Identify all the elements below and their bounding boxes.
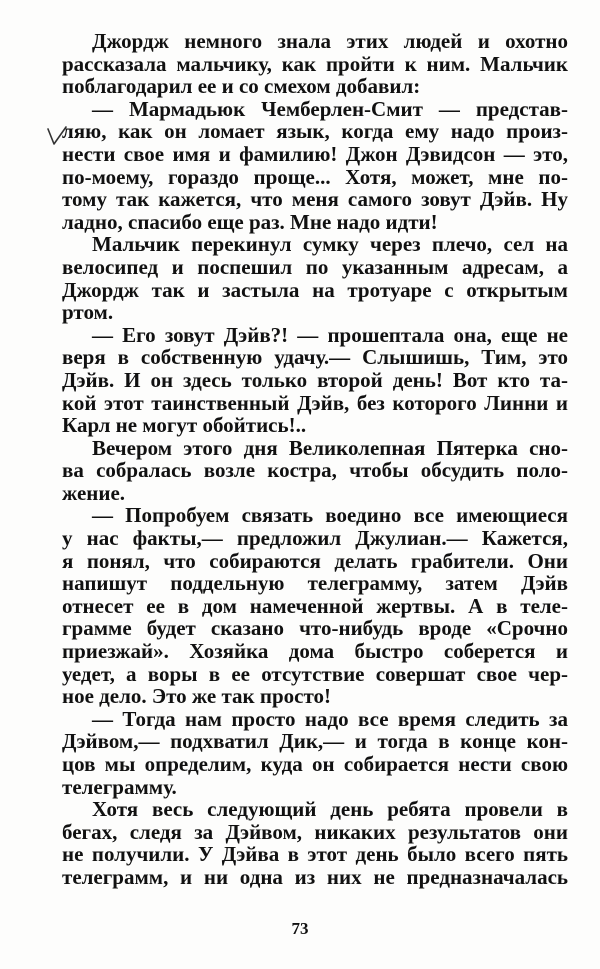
text-line: Карл не могут обойтись!.. — [62, 413, 307, 438]
text-line: отнесет ее в дом намеченной жертвы. А в теле- — [62, 593, 568, 618]
text-line: Дэйвом,— подхватил Дик,— и тогда в конце кон- — [62, 729, 568, 754]
text-line: по-моему, гораздо проще... Хотя, может, мне по- — [62, 164, 568, 189]
text-line: Джордж так и застыла на тротуаре с открытым — [62, 277, 568, 302]
text-line: нести свое имя и фамилию! Джон Дэвидсон — это, — [62, 141, 568, 166]
text-line: ладно, спасибо еще раз. Мне надо идти! — [62, 209, 438, 234]
text-line: ртом. — [62, 300, 114, 325]
text-line: велосипед и поспешил по указанным адресам, а — [62, 254, 568, 279]
text-line: Мальчик перекинул сумку через плечо, сел на — [92, 232, 568, 257]
text-line: ляю, как он ломает язык, когда ему надо произ- — [62, 119, 568, 144]
text-line: приезжай». Хозяйка дома быстро соберется и — [62, 639, 568, 664]
text-line: Вечером этого дня Великолепная Пятерка сно- — [92, 435, 568, 460]
text-line: — Его зовут Дэйв?! — прошептала она, еще не — [92, 322, 568, 347]
text-line: поблагодарил ее и со смехом добавил: — [62, 74, 421, 99]
text-line: ва собралась возле костра, чтобы обсудить поло- — [62, 458, 568, 483]
text-line: телеграмм, и ни одна из них не предназначалась — [62, 864, 568, 889]
text-line: веря в собственную удачу.— Слышишь, Тим, это — [62, 345, 568, 370]
text-line: Хотя весь следующий день ребята провели в — [92, 797, 568, 822]
text-line: грамме будет сказано что-нибудь вроде «Срочно — [62, 616, 568, 641]
text-line: уедет, а воры в ее отсутствие совершат свое чер- — [62, 661, 568, 686]
body-text — [62, 30, 568, 889]
text-line: у нас факты,— предложил Джулиан.— Кажется, — [62, 526, 568, 551]
text-line: — Мармадьюк Чемберлен-Смит — представ- — [92, 96, 568, 121]
text-line: Джордж немного знала этих людей и охотно — [92, 29, 568, 53]
text-line: я понял, что собираются делать грабители. Они — [62, 548, 568, 573]
page-number: 73 — [291, 919, 309, 938]
text-line: кой этот таинственный Дэйв, без которого Линни и — [62, 390, 568, 415]
text-line: цов мы определим, куда он собирается нести свою — [62, 752, 568, 776]
text-line: — Тогда нам просто надо все время следить за — [92, 706, 568, 731]
text-line: бегах, следя за Дэйвом, никаких результатов они — [62, 819, 568, 844]
text-line: ное дело. Это же так просто! — [62, 684, 332, 709]
text-line: рассказала мальчику, как пройти к ним. Мальчик — [62, 51, 568, 76]
text-line: напишут поддельную телеграмму, затем Дэйв — [62, 571, 568, 596]
text-line: телеграмму. — [62, 774, 177, 799]
text-line: жение. — [62, 480, 126, 505]
text-line: тому так кажется, что меня самого зовут Дэйв. Ну — [62, 187, 568, 212]
text-line: — Попробуем связать воедино все имеющиеся — [92, 503, 568, 528]
text-line: не получили. У Дэйва в этот день было всего пять — [62, 842, 568, 867]
handwritten-check-mark — [46, 126, 68, 148]
text-line: Дэйв. И он здесь только второй день! Вот кто та- — [62, 367, 568, 392]
